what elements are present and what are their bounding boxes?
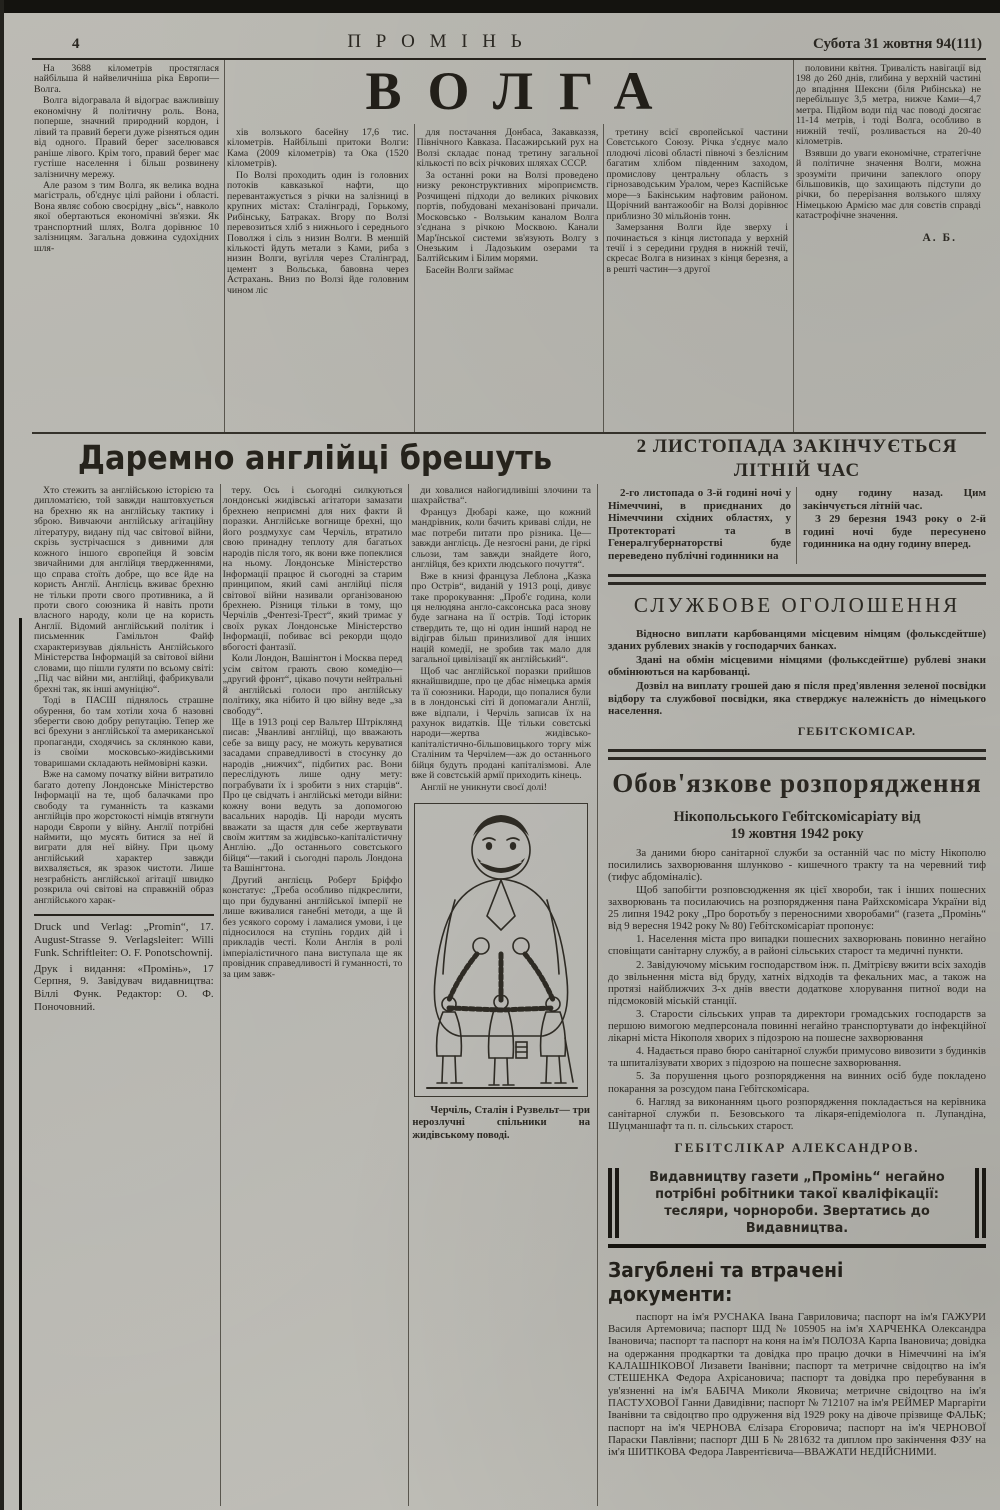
page-content [32,60,986,1510]
volga-middle [225,60,794,432]
publisher-hiring-ad [608,1168,986,1248]
volga-column-3 [415,124,605,432]
paragraph: Але разом з тим Волга, як велика водна магістраль, об'єднує цілі райони і області. Вона являє собою своєрідну „вісь“, навколо якої обертаються економічні зв'язки. Як транспортний шлях, Волга дорівнює 10 залізницям. Загальна довжина судохідних шля- [34,179,219,254]
paragraph: Дозвіл на виплату грошей даю я після пред'явлення зеленої посвідки відбору та службової посвідки, яка стверджує належність до німецького населення. [608,679,986,718]
paragraph: Замерзання Волги йде зверху і починається з кінця листопада у верхній течії і з середини грудня в нижній течії, скресає Волга в низинах з кінця березня, а в решті частин—з другої [606,222,789,275]
paragraph: 3. Старости сільських управ та директори громадських господарств за першою вимогою медперсонала повинні негайно транспортувати до інфекційної лікарні міста Нікополя хворих з підозрою на пошесне захворювання [608,1007,986,1045]
cartoon-caption: Черчіль, Сталін і Рузвельт— три нерозлучні спільники на жидівському поводі. [412,1105,591,1141]
summer-time-title-line2: ЛІТНІЙ ЧАС [733,460,861,481]
paragraph: Тоді в ПАСШ піднялось страшне обурення, бо там хотіли хоча б назовні зберегти свою добру репутацію. Тепер же всі брехуни з англійської та американської пропаганди, сходячись за склянкою кави, із своїми московсько-жидівськими товаришами складають неймовірні казки. [34,695,214,769]
section-divider [608,749,986,760]
paragraph: 2-го листопада о 3-й годині ночі у Німеччині, в приєднаних до Німеччини східних областях, у Протектораті та в Генералгубернаторстві буде переведено публічні годинники на [608,487,791,562]
paragraph: За даними бюро санітарної служби за останній час по місту Нікополю посилились захворювання шлунково - кишечного тракту та на черевний тиф (тифус абдоміналіс). [608,846,986,883]
paragraph: хів волзького басейну 17,6 тис. кілометрів. Найбільші притоки Волги: Кама (2009 кілометрів) та Ока (1520 кілометрів). [227,127,409,170]
paragraph: З 29 березня 1943 року о 2-й годині ночі буде пересунено годинника на одну годину вперед. [803,513,986,551]
paragraph: Взявши до уваги економічне, стратегічне й політичне значення Волги, можна зрозуміти причини запеклого опору більшовиків, що захищають підступи до річки, бо перерізання волзького шляху Німецькою Армією має для совєтів справді катастрофічне значення. [796,147,981,222]
ad-right-bars [972,1168,986,1238]
ad-left-bars [608,1168,622,1238]
lower-section [32,434,986,1510]
mandatory-order-title: Обов'язкове розпорядження [612,767,982,798]
section-divider [608,574,986,585]
page-number: 4 [72,36,80,52]
notice-summer-time [608,436,986,564]
editorial-cartoon [414,803,588,1097]
paragraph: Друк і видання: «Промінь», 17 Серпня, 9. Завідувач видавництва: Віллі Функ. Редактор: О. Ф. Поночовний. [34,962,214,1013]
paragraph: Волга відогравала й відограє важливішу економічну й політичну роль. Вона, поперше, значний природний кордон, і лівий та правий береги дуже різняться один від одного. Правий берег заселювався раніше лівого. Крім того, правий берег має густіше населення і більш розвинену залізничну мережу. [34,95,219,180]
daremno-column-3 [409,484,598,1506]
mandatory-order-signature: ГЕБІТСЛІКАР АЛЕКСАНДРОВ. [674,1139,920,1155]
lost-documents-title: Загублені та втрачені документи: [608,1257,844,1306]
article-daremno [32,434,598,1510]
paragraph: для постачання Донбаса, Закавказзя, Північного Кавказа. Пасажирський рух на Волзі складає понад третину загальної кількості по всіх річкових шляхах СССР. [416,127,599,170]
article-volga [32,60,986,434]
paragraph: 1. Населення міста про випадки пошесних захворювань повинно негайно сповіщати санітарну службу, а в районі сільських старост та медичні пункти. [608,933,986,958]
paragraph: Ще в 1913 році сер Вальтер Штріклянд писав: „Чванливі англійці, що вважають себе за вищу расу, не можуть керуватися засадами справедливості в стосунку до народів „нижчих“, підбитих рас. Вони переслідують лише одну мету: пограбувати їх і зробити з них старців“. Про це свідчать і англійські методи війни: кожну вони ведуть за допомогою васальних народів. Ці народи мусять вважати за щастя для себе жертвувати своїм життям за жидівсько-капіталістичну Англію. „До останнього совєтського бійця“—такий і сьогодні пароль Лондона та Вашінгтона. [222,716,403,875]
paragraph: Щоб час англійської поразки прийшов якнайшвидше, про це дбає німецька армія та її союзники. Народи, що попалися були в в лондонські сіті й допомагали Англії, вже відпали, і Черчіль записав їх на рахунок видатків. Ще тільки совєтські народи—жертва жидівсько-капіталістично-більшовицького торгу між Сталіним та Черчілем—аж до останнього бійця будуть продані капіталізмові. Але вже й совєтській армії приходить кінець. [411,665,592,782]
summer-time-title-line1: 2 ЛИСТОПАДА ЗАКІНЧУЄТЬСЯ [636,436,958,457]
mandatory-order-subtitle-line1: Нікопольського Гебітскомісаріату від [673,808,921,825]
volga-column-1 [32,60,225,432]
paragraph: Хто стежить за англійською історією та дипломатією, той завжди наштовхується на брехню як на англійську тактику і зброю. Вивчаючи англійську агітаційну літературу, видану під час світової війни, скрізь зустрічаєшся з дивними для кожного іншого європейця й зовсім звичайними для англійця твердженнями, що справа стоїть добре, що все йде на користь Англії. Англієць вживає брехню не тільки проти свого противника, а й проти свого союзника й навіть проти власного народу, коли це на користь Англії. Відомий англійський політик і письменник Гамільтон Файф схарактеризував діяльність Англійського Міністерства Інформацій за світової війни словами, що пішли гуляти по всьому світі: „Під час війни ми, англійці, фабрикували брехні так, як інші амуніцію“. [34,485,214,695]
page-header [32,17,986,60]
summer-time-col2 [796,487,986,564]
imprint-block [34,914,214,1014]
paragraph: 4. Надається право бюро санітарної служби примусово вивозити з будинків та шпиталізувати хворих з підозрою на пошесне захворювання. [608,1045,986,1070]
paragraph: 2. Завідуючому міським господарством інж. п. Дмітрієву вжити всіх заходів до звільнення міста від бруду, хатніх відходів та фекальних мас, а також на протязі найближчих 3-х днів ввести додаткове хлорування питної води на підсмоковій міській станції. [608,958,986,1007]
official-announcement-body [608,628,986,718]
summer-time-columns [608,487,986,564]
paragraph: Француз Дюбарі каже, що кожний мандрівник, коли бачить криваві сліди, не має потреби питати про різника. Це—завжди англієць. Де незгоєні рани, де гіркі сльози, там завжди знайдете його, англійця, без крихти людського почуття“. [411,506,592,571]
paragraph: Коли Лондон, Вашінгтон і Москва перед усім світом грають свою комедію—„другий фронт“, цікаво почути нейтральні й англійські голоси про англійську політику, яка нібито й цю війну веде „за свободу“. [222,653,403,717]
lost-documents-body [608,1311,986,1459]
paragraph: На 3688 кілометрів простяглася найбільша й найвеличніша ріка Европи— Волга. [34,63,219,95]
daremno-column-2 [221,484,410,1506]
paragraph: Англії не уникнути своєї долі! [420,781,548,793]
mandatory-order-body [608,847,986,1132]
paragraph: Вже на самому початку війни витратило багато дотепу Лондонське Міністерство Інформації на те, щоб балачками про свободу та гуманність та казками англійців про жорстокості німців втягнути народи Європи у війну. Англії потрібні наймити, що мусять битися за неї й виграти для неї війну. При цьому англійський характер завжди вихваляється, як зразок чистоти. Лише незграбність англійської агітації швидко розкрила очі світові на справжній образ англійського харак- [34,769,214,906]
notice-official-announcement [608,593,986,739]
daremno-column-3-text [411,486,591,793]
notice-mandatory-order [608,768,986,1156]
paragraph: Басейн Волги займає [425,264,514,276]
volga-column-4 [604,124,793,432]
scan-fold-line [19,618,22,1510]
paragraph: одну годину назад. Цим закінчується літній час. [803,487,986,512]
paragraph: теру. Ось і сьогодні силкуються лондонські жидівські агітатори замазати брехнею неприємні для них факти й поразки. Англійське вогнище брехні, що його роздмухує сам Черчіль, втратило свою принадну теплоту для багатьох народів після того, як вони вже попеклися на ньому. Лондонське Міністерство Інформації працює й сьогодні за старим принципом, який самі англійці після світової війни називали організованою брехнею. Різниця тільки в тому, що Черчілів „Фентезі-Трест“, який тримає у своїх руках Лондонське Міністерство Інформації, побиває всі рекорди щодо вбогості фантазії. [222,485,403,653]
volga-column-5-text [796,64,981,222]
cartoon-svg [415,804,587,1096]
official-announcement-signature: ГЕБІТСКОМІСАР. [797,723,916,738]
paragraph: ди ховалися найогидливіші злочини та шахрайства“. [411,485,592,507]
daremno-column-1-text [34,486,214,906]
scan-top-edge [0,0,1000,13]
paragraph: паспорт на ім'я РУСНАКА Івана Гавриловича; паспорт на ім'я ГАЖУРИ Василя Артемовича; паспорт ШД № 105905 на ім'я ХАРЧЕНКА Олександра Івановича; паспорт та паспорт на коня на ім'я ПОЛОЗА Карпа Івановича; довідка на одержання продкартки та довідка про працю дочки в Німеччині на ім'я КАЛАШНІКОВОЇ Лизавети Іванівни; паспорт та метричне свідоцтво на ім'я СТЕШЕНКА Федора Ахрісановича; паспорт та довідка про перебування в ув'язненні на ім'я БАБІЧА Миколи Яковича; метричне свідоцтво на ім'я ПАСТУХОВОЇ Ганни Давидівни; паспорт № 712107 на ім'я РЕЙМЕР Маргаріти Іванівни та свідоцтво про одруження від 1929 року на дівоче прізвище ФАЛЬК; паспорт на ім'я ЧЕРНОВА Єлізара Єгоровича; паспорт на ім'я ЧЕРНОВОЇ Параски Павлівни; паспорт ДШ Б № 281632 та диплом про закінчення ФЗУ на ім'я ШИТІКОВА Федора Лаврентієвича—ВВАЖАТИ НЕДІЙСНИМИ. [608,1310,986,1459]
masthead-title: П Р О М І Н Ь [347,31,527,52]
issue-date: Субота 31 жовтня 94(111) [813,36,982,52]
notice-lost-documents [608,1258,986,1459]
volga-byline: А. Б. [922,231,957,244]
daremno-columns [32,484,598,1506]
mandatory-order-subtitle-line2: 19 жовтня 1942 року [730,825,864,842]
paragraph: третину всієї європейської частини Совєтського Союзу. Річка з'єднує мало плодючі лісові області півночі з безлісним багатим хлібом південним заходом, промислову центральну область з гірнозаводським Уралом, через Каспійське море—з Бакінським нафтовим районом. Щорічний вантажообіг на Волзі дорівнює приблизно 30 мільйонів тонн. [606,127,789,222]
publisher-hiring-ad-text: Видавництву газети „Промінь“ негайно потрібні робітники такої кваліфікації: тесляри, чорнороби. Звертатись до Видавництва. [649,1168,945,1236]
paragraph: Druck und Verlag: „Promin“, 17. August-Strasse 9. Verlagsleiter: Willi Funk. Schriftleiter: O. F. Ponotschownij. [34,921,214,959]
volga-headline: ВОЛГА [365,61,679,121]
paragraph: Вже в книзі француза Леблона „Казка про Острів“, виданій у 1913 році, дивує таке пророкування: „Проб'є година, коли ця нелюдяна англо-саксонська раса знову буде загнана на її острів. Тоді історик ствердить те, що ні один інший народ не відіграв більш принизливої для інших націй комедії, не зробив так мало для загальної цивілізації як англійський“. [411,570,592,666]
notices-column [598,434,986,1510]
paragraph: Щоб запобігти розповсюдження як цієї хвороби, так і інших пошесних захворювань та посилаючись на розпорядження пана Райхскомісара України від 25 липня 1942 року „Про боротьбу з переносними хворобами“ (газета „Промінь“ від 9 вересня 1942 року № 80) Гебітскомісаріат пропонує: [608,884,986,933]
paragraph: По Волзі проходить один із головних потоків кавказької нафти, що перевантажується з річки на залізниці в крупних містах: Сталінграді, Горькому, Рибінську, Батраках. Вгору по Волзі перевозиться хліб з нижнього і середнього Поволжя і сіль з низин Волги. В меншій кількості йдуть метали з Ками, риба з низин Волги, вугілля через Сталінград, цемент з Вольська, бавовна через Астрахань. Вниз по Волзі йде головним чином ліс [227,169,409,296]
paragraph: 5. За порушення цього розпорядження на винних осіб буде покладено покарання за розсудом пана Гебітскомісара. [608,1070,986,1095]
volga-middle-columns [225,124,793,432]
paragraph: За останні роки на Волзі проведено низку реконструктивних міроприємств. Розчищені підходи до великих річкових портів, побудовані механізовані причали. Московсько - Волзьким каналом Волга з'єднана з річкою Москвою. Канали Мар'їнської системи зв'язують Волгу з Онезьким і Ладозьким озерами та Балтійським і Білим морями. [416,169,599,265]
daremno-column-1 [32,484,221,1506]
scan-left-edge [0,0,4,1510]
paragraph: 6. Нагляд за виконанням цього розпорядження покладається на керівника санітарної служби п. Безовського та лікаря-епідеміолога п. Лупандіна, Шуцманшафт та п. п. сільських старост. [608,1095,986,1132]
paragraph: Здані на обмін місцевими німцями (фольксдейтше) рублеві знаки обмінюються на карбованці. [608,653,986,679]
paragraph: Другий англієць Роберт Бріффо констатує: „Треба особливо підкреслити, що при будуванні англійської імперії не лише вживалися ганебні методи, а ще й без усякого сорому і ламалися умови, і це підносилося на ступінь гордих дій і прикладів честі. Коли Англія в ролі імперіалістичного пана виступала ще як провідник справедливості й гуманності, то за цим завж- [222,874,403,980]
paragraph: половини квітня. Тривалість навігації від 198 до 260 днів, глибина у верхній частині до впадіння Шексни (біля Рибінська) не перебільшує 3,5 метра, нижче Ками—4,7 метра. Підйом води під час поводі досягає 11-14 метрів, і тоді Волга, особливо в нижній течії, розливається на 20-40 кілометрів. [796,63,981,148]
volga-column-2 [225,124,415,432]
paragraph: Відносно виплати карбованцями місцевим німцям (фольксдейтше) зданих рублевих знаків у господарчих банках. [608,627,986,653]
official-announcement-title: СЛУЖБОВЕ ОГОЛОШЕННЯ [633,592,961,617]
daremno-headline: Даремно англійці брешуть [77,438,553,477]
volga-column-5 [794,60,986,432]
summer-time-col1 [608,487,796,564]
